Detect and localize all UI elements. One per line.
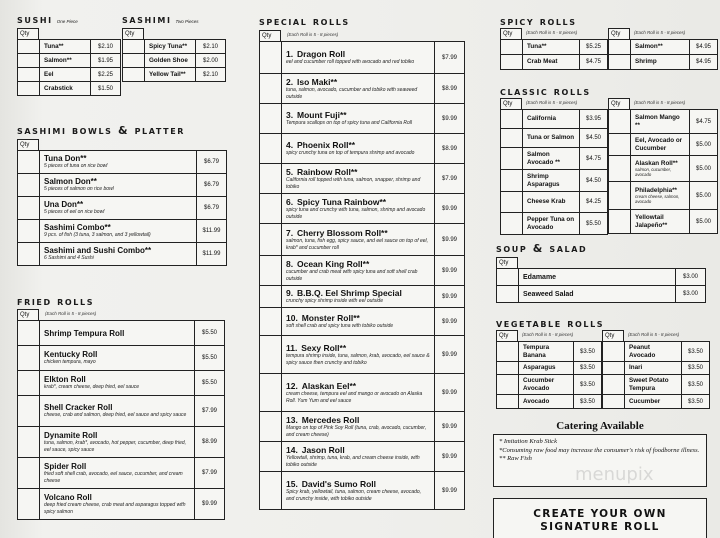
item-name: Philadelphia** cream cheese, salmon, avocado bbox=[631, 182, 690, 210]
item-price: $9.99 bbox=[435, 308, 465, 336]
item-price: $11.99 bbox=[197, 243, 227, 266]
item-name: California bbox=[523, 110, 580, 129]
qty-box[interactable] bbox=[18, 40, 40, 54]
item-price: $5.50 bbox=[580, 213, 608, 235]
classic-title: classic rolls bbox=[500, 85, 591, 98]
menu-row bbox=[18, 197, 227, 220]
item-name: Cucumber Avocado bbox=[519, 375, 574, 395]
menu-row bbox=[260, 286, 465, 308]
qty-box[interactable] bbox=[609, 156, 631, 182]
item-price: $9.99 bbox=[435, 374, 465, 412]
item-price: $5.00 bbox=[690, 210, 718, 234]
item-name: 4. Phoenix Roll** spicy crunchy tuna on top of tempura shrimp and avocado bbox=[282, 134, 435, 164]
item-name: Dynamite Roll tuna, salmon, krab*, avocado, hot pepper, cucumber, deep fried, eel sauce, spicy sauce bbox=[40, 427, 195, 458]
special-section bbox=[259, 16, 465, 510]
item-name: Yellowtail Jalapeño** bbox=[631, 210, 690, 234]
item-name: Una Don** 5 pieces of eel on rice bowl bbox=[40, 197, 197, 220]
item-name: 12. Alaskan Eel** cream cheese, tempura eel and mango or avocado on Alaska Roll. Yum Yum and eel sauce bbox=[282, 374, 435, 412]
qty-box[interactable] bbox=[497, 269, 519, 286]
qty-header: Qty bbox=[608, 98, 630, 110]
item-price: $9.99 bbox=[435, 472, 465, 510]
menu-row bbox=[501, 129, 608, 148]
item-price: $2.00 bbox=[196, 54, 226, 68]
item-price: $8.99 bbox=[195, 427, 225, 458]
classic-section bbox=[500, 86, 718, 235]
item-price: $4.75 bbox=[580, 148, 608, 170]
item-price: $3.50 bbox=[574, 395, 602, 409]
qty-header: Qty bbox=[496, 257, 518, 269]
menu-row bbox=[260, 134, 465, 164]
menu-table bbox=[608, 109, 718, 234]
qty-box[interactable] bbox=[501, 192, 523, 213]
item-name: Salmon** bbox=[40, 54, 91, 68]
item-name: Eel, Avocado or Cucumber bbox=[631, 134, 690, 156]
qty-box[interactable] bbox=[260, 74, 282, 104]
menu-row bbox=[609, 210, 718, 234]
menu-row bbox=[603, 395, 710, 409]
menu-row bbox=[501, 110, 608, 129]
item-price: $2.10 bbox=[196, 40, 226, 54]
item-price: $7.99 bbox=[435, 164, 465, 194]
menu-row bbox=[260, 256, 465, 286]
menu-row bbox=[609, 134, 718, 156]
item-price: $3.50 bbox=[682, 362, 710, 375]
menu-row bbox=[260, 164, 465, 194]
menu-row bbox=[260, 442, 465, 472]
item-name: Golden Shoe bbox=[145, 54, 196, 68]
qty-box[interactable] bbox=[260, 42, 282, 74]
qty-box[interactable] bbox=[603, 395, 625, 409]
menu-row bbox=[603, 362, 710, 375]
qty-header: Qty bbox=[496, 330, 518, 342]
qty-box[interactable] bbox=[609, 55, 631, 70]
footnote: ** Raw Fish bbox=[499, 455, 532, 462]
qty-box[interactable] bbox=[497, 375, 519, 395]
qty-box[interactable] bbox=[501, 213, 523, 235]
menu-row bbox=[123, 40, 226, 54]
item-price: $6.79 bbox=[197, 197, 227, 220]
item-price: $3.50 bbox=[682, 375, 710, 395]
sushi-title: sushi One Piece bbox=[17, 13, 78, 26]
item-price: $6.79 bbox=[197, 151, 227, 174]
item-name: Salmon Mango ** bbox=[631, 110, 690, 134]
qty-box[interactable] bbox=[497, 362, 519, 375]
qty-box[interactable] bbox=[123, 68, 145, 82]
qty-box[interactable] bbox=[260, 164, 282, 194]
item-price: $7.99 bbox=[195, 458, 225, 489]
item-name: Tuna or Salmon bbox=[523, 129, 580, 148]
qty-box[interactable] bbox=[501, 170, 523, 192]
item-name: Cheese Krab bbox=[523, 192, 580, 213]
qty-box[interactable] bbox=[260, 308, 282, 336]
item-name: 9. B.B.Q. Eel Shrimp Special crunchy spicy shrimp inside with eel outside bbox=[282, 286, 435, 308]
qty-box[interactable] bbox=[260, 256, 282, 286]
qty-box[interactable] bbox=[260, 442, 282, 472]
menu-table bbox=[500, 39, 608, 70]
item-name: 13. Mercedes Roll Mango on top of Pink Soy Roll (tuna, crab, avocado, cucumber, and cream cheese) bbox=[282, 412, 435, 442]
qty-box[interactable] bbox=[18, 489, 40, 520]
item-name: Inari bbox=[625, 362, 682, 375]
qty-box[interactable] bbox=[18, 174, 40, 197]
item-name: Tempura Banana bbox=[519, 342, 574, 362]
menu-row bbox=[497, 375, 602, 395]
menu-row bbox=[609, 110, 718, 134]
item-price: $9.99 bbox=[195, 489, 225, 520]
qty-box[interactable] bbox=[609, 40, 631, 55]
menu-row bbox=[18, 68, 121, 82]
item-name: Sashimi and Sushi Combo** 6 Sashimi and 4 Sushi bbox=[40, 243, 197, 266]
qty-box[interactable] bbox=[18, 321, 40, 346]
menu-row bbox=[123, 54, 226, 68]
item-price: $5.50 bbox=[195, 346, 225, 371]
item-price: $9.99 bbox=[435, 224, 465, 256]
item-name: Cucumber bbox=[625, 395, 682, 409]
qty-box[interactable] bbox=[18, 346, 40, 371]
item-name: 1. Dragon Roll eel and cucumber roll topped with avocado and red tobiko bbox=[282, 42, 435, 74]
item-price: $4.75 bbox=[690, 110, 718, 134]
qty-box[interactable] bbox=[609, 134, 631, 156]
qty-box[interactable] bbox=[123, 54, 145, 68]
qty-header: Qty bbox=[17, 309, 39, 321]
item-price: $3.95 bbox=[580, 110, 608, 129]
item-name: Shrimp Asparagus bbox=[523, 170, 580, 192]
item-name: Elkton Roll krab*, cream cheese, deep fried, eel sauce bbox=[40, 371, 195, 396]
item-price: $7.99 bbox=[435, 42, 465, 74]
qty-box[interactable] bbox=[497, 342, 519, 362]
bowls-section bbox=[17, 125, 227, 266]
fried-table bbox=[17, 320, 225, 520]
spicy-title: spicy rolls bbox=[500, 15, 577, 28]
item-name: 5. Rainbow Roll** California roll topped with tuna, salmon, snapper, shrimp and tobiko bbox=[282, 164, 435, 194]
item-name: Kentucky Roll chicken tempura, mayo bbox=[40, 346, 195, 371]
section-note: (Each Roll is 5 - 8 pieces) bbox=[634, 100, 686, 105]
item-name: 8. Ocean King Roll** cucumber and crab meat with spicy tuna and soft shell crab outside bbox=[282, 256, 435, 286]
qty-box[interactable] bbox=[123, 40, 145, 54]
menu-row bbox=[497, 395, 602, 409]
item-price: $5.25 bbox=[580, 40, 608, 55]
qty-box[interactable] bbox=[501, 55, 523, 70]
qty-box[interactable] bbox=[609, 210, 631, 234]
soup-title: soup & salad bbox=[496, 242, 588, 255]
create-your-own-roll-box bbox=[493, 498, 707, 538]
item-name: 14. Jason Roll Yellowtail, shrimp, tuna, krab, and cream cheese inside, with tobiko outside bbox=[282, 442, 435, 472]
sashimi-section bbox=[122, 14, 226, 82]
qty-box[interactable] bbox=[260, 374, 282, 412]
section-note: (Each Roll is 5 - 8 pieces) bbox=[634, 30, 686, 35]
item-name: 2. Iso Maki** tuna, salmon, avocado, cucumber and tobiko with seaweed outside bbox=[282, 74, 435, 104]
special-table bbox=[259, 41, 465, 510]
menu-row bbox=[260, 374, 465, 412]
item-name: Pepper Tuna on Avocado bbox=[523, 213, 580, 235]
item-price: $3.50 bbox=[574, 362, 602, 375]
qty-box[interactable] bbox=[18, 396, 40, 427]
item-price: $2.10 bbox=[91, 40, 121, 54]
item-name: Volcano Roll deep fried cream cheese, crab meat and asparagus topped with spicy salmon bbox=[40, 489, 195, 520]
qty-box[interactable] bbox=[497, 286, 519, 303]
qty-box[interactable] bbox=[501, 129, 523, 148]
qty-box[interactable] bbox=[18, 243, 40, 266]
item-price: $9.99 bbox=[435, 286, 465, 308]
menu-row bbox=[609, 156, 718, 182]
item-price: $5.00 bbox=[690, 182, 718, 210]
catering-title: Catering Available bbox=[556, 420, 644, 432]
item-price: $3.00 bbox=[676, 269, 706, 286]
qty-box[interactable] bbox=[603, 342, 625, 362]
item-name: 15. David's Sumo Roll Spicy krab, yellowtail, tuna, salmon, cream cheese, avocado, and crunchy inside, with tobiko outside bbox=[282, 472, 435, 510]
item-price: $9.99 bbox=[435, 412, 465, 442]
menu-row bbox=[260, 42, 465, 74]
menu-row bbox=[18, 489, 225, 520]
menu-row bbox=[260, 74, 465, 104]
item-price: $5.00 bbox=[690, 134, 718, 156]
qty-box[interactable] bbox=[18, 427, 40, 458]
section-note: (Each Roll is 5 - 8 pieces) bbox=[526, 100, 578, 105]
menu-row bbox=[260, 224, 465, 256]
item-name: Tuna Don** 5 pieces of tuna on rice bowl bbox=[40, 151, 197, 174]
item-name: Salmon Don** 5 pieces of salmon on rice bowl bbox=[40, 174, 197, 197]
item-name: Eel bbox=[40, 68, 91, 82]
menu-row bbox=[497, 269, 706, 286]
item-name: Crabstick bbox=[40, 82, 91, 96]
menu-row bbox=[260, 308, 465, 336]
qty-box[interactable] bbox=[18, 458, 40, 489]
item-price: $1.95 bbox=[91, 54, 121, 68]
item-price: $4.95 bbox=[690, 40, 718, 55]
qty-box[interactable] bbox=[501, 40, 523, 55]
menu-row bbox=[260, 194, 465, 224]
sashimi-table bbox=[122, 39, 226, 82]
qty-box[interactable] bbox=[18, 68, 40, 82]
item-name: Crab Meat bbox=[523, 55, 580, 70]
item-price: $9.99 bbox=[435, 104, 465, 134]
qty-box[interactable] bbox=[260, 134, 282, 164]
sashimi-title: sashimi Two Pieces bbox=[122, 13, 199, 26]
qty-box[interactable] bbox=[18, 197, 40, 220]
vegetable-title: vegetable rolls bbox=[496, 317, 605, 330]
create-line-1: CREATE YOUR OWN bbox=[533, 508, 667, 520]
soup-section bbox=[496, 243, 706, 303]
menu-row bbox=[260, 412, 465, 442]
qty-box[interactable] bbox=[18, 371, 40, 396]
item-price: $4.95 bbox=[690, 55, 718, 70]
create-line-2: SIGNATURE ROLL bbox=[540, 521, 660, 533]
item-name: 6. Spicy Tuna Rainbow** spicy tuna and crunchy with tuna, salmon, shrimp and avocado outside bbox=[282, 194, 435, 224]
fried-note: (Each Roll is 5 - 8 pieces) bbox=[45, 311, 97, 316]
menu-row bbox=[609, 182, 718, 210]
qty-box[interactable] bbox=[603, 362, 625, 375]
qty-box[interactable] bbox=[497, 395, 519, 409]
item-price: $5.50 bbox=[195, 321, 225, 346]
special-title: special rolls bbox=[259, 15, 350, 28]
item-price: $4.75 bbox=[580, 55, 608, 70]
item-name: Peanut Avocado bbox=[625, 342, 682, 362]
menu-row bbox=[18, 151, 227, 174]
item-price: $9.99 bbox=[435, 336, 465, 374]
item-price: $8.99 bbox=[435, 134, 465, 164]
qty-box[interactable] bbox=[18, 54, 40, 68]
menu-row bbox=[501, 55, 608, 70]
item-name: Alaskan Roll** salmon, cucumber, avocado bbox=[631, 156, 690, 182]
menu-row bbox=[260, 104, 465, 134]
qty-box[interactable] bbox=[260, 336, 282, 374]
menu-row bbox=[123, 68, 226, 82]
menu-row bbox=[603, 375, 710, 395]
qty-header: Qty bbox=[17, 28, 39, 40]
menu-row bbox=[18, 427, 225, 458]
menu-row bbox=[18, 40, 121, 54]
item-name: Edamame bbox=[519, 269, 676, 286]
menu-row bbox=[18, 321, 225, 346]
qty-box[interactable] bbox=[609, 182, 631, 210]
section-note: (Each Roll is 5 - 8 pieces) bbox=[628, 332, 680, 337]
item-price: $2.25 bbox=[91, 68, 121, 82]
item-name: Yellow Tail** bbox=[145, 68, 196, 82]
item-price: $5.50 bbox=[195, 371, 225, 396]
menu-row bbox=[18, 54, 121, 68]
menu-table bbox=[602, 341, 710, 409]
item-name: 11. Sexy Roll** tempura shrimp inside, tuna, salmon, krab, avocado, eel sauce & spicy sauce then crunchy and tobiko bbox=[282, 336, 435, 374]
item-name: Sashimi Combo** 9 pcs. of fish (3 tuna, 3 salmon, and 3 yellowtail) bbox=[40, 220, 197, 243]
item-price: $4.25 bbox=[580, 192, 608, 213]
qty-box[interactable] bbox=[260, 104, 282, 134]
footnote: * Imitation Krab Stick bbox=[499, 438, 557, 445]
qty-header: Qty bbox=[602, 330, 624, 342]
qty-header: Qty bbox=[608, 28, 630, 40]
menu-row bbox=[609, 40, 718, 55]
qty-box[interactable] bbox=[18, 82, 40, 96]
qty-header: Qty bbox=[500, 28, 522, 40]
item-name: 3. Mount Fuji** Tempura scallops on top of spicy tuna and California Roll bbox=[282, 104, 435, 134]
qty-header: Qty bbox=[500, 98, 522, 110]
qty-box[interactable] bbox=[501, 148, 523, 170]
menu-row bbox=[501, 170, 608, 192]
bowls-table bbox=[17, 150, 227, 266]
menu-row bbox=[18, 82, 121, 96]
item-name: Shell Cracker Roll cheese, crab and salmon, deep fried, eel sauce and spicy sauce bbox=[40, 396, 195, 427]
menu-table bbox=[608, 39, 718, 70]
item-name: Sweet Potato Tempura bbox=[625, 375, 682, 395]
item-name: Spicy Tuna** bbox=[145, 40, 196, 54]
qty-header: Qty bbox=[122, 28, 144, 40]
menu-row bbox=[18, 346, 225, 371]
item-name: 7. Cherry Blossom Roll** salmon, tuna, fish egg, spicy sauce, and eel sauce on top of eel, krab* and cucumber roll bbox=[282, 224, 435, 256]
item-name: Tuna** bbox=[523, 40, 580, 55]
sushi-table bbox=[17, 39, 121, 96]
item-price: $11.99 bbox=[197, 220, 227, 243]
menu-row bbox=[603, 342, 710, 362]
menu-row bbox=[501, 192, 608, 213]
menu-row bbox=[260, 472, 465, 510]
menu-row bbox=[497, 342, 602, 362]
menu-row bbox=[497, 362, 602, 375]
item-price: $9.99 bbox=[435, 194, 465, 224]
menu-row bbox=[18, 220, 227, 243]
item-price: $3.50 bbox=[574, 342, 602, 362]
fried-title: fried rolls bbox=[17, 295, 95, 308]
item-price: $7.99 bbox=[195, 396, 225, 427]
menu-row bbox=[18, 396, 225, 427]
qty-header: Qty bbox=[259, 30, 281, 42]
menu-table bbox=[500, 109, 608, 235]
section-note: (Each Roll is 5 - 8 pieces) bbox=[522, 332, 574, 337]
item-name: Shrimp bbox=[631, 55, 690, 70]
vegetable-section bbox=[496, 318, 710, 409]
footnote: *Consuming raw food may increase the consumer's risk of foodborne illness. bbox=[499, 446, 700, 454]
menu-row bbox=[18, 243, 227, 266]
qty-box[interactable] bbox=[260, 194, 282, 224]
item-name: Spider Roll fried soft shell crab, avocado, eel sauce, cucumber, and cream cheese bbox=[40, 458, 195, 489]
item-name: Asparagus bbox=[519, 362, 574, 375]
menu-row bbox=[18, 174, 227, 197]
qty-box[interactable] bbox=[260, 472, 282, 510]
qty-box[interactable] bbox=[260, 412, 282, 442]
item-price: $9.99 bbox=[435, 256, 465, 286]
menu-row bbox=[501, 40, 608, 55]
menu-row bbox=[501, 213, 608, 235]
item-name: Avocado bbox=[519, 395, 574, 409]
item-name: Salmon Avocado ** bbox=[523, 148, 580, 170]
watermark: menupix bbox=[575, 464, 654, 485]
bowls-title: sashimi bowls & platter bbox=[17, 124, 186, 137]
menu-row bbox=[18, 458, 225, 489]
item-name: Tuna** bbox=[40, 40, 91, 54]
qty-box[interactable] bbox=[501, 110, 523, 129]
item-price: $3.50 bbox=[682, 395, 710, 409]
item-price: $9.99 bbox=[435, 442, 465, 472]
item-price: $8.99 bbox=[435, 74, 465, 104]
item-price: $5.00 bbox=[690, 156, 718, 182]
menu-row bbox=[501, 148, 608, 170]
qty-box[interactable] bbox=[260, 286, 282, 308]
menu-row bbox=[18, 371, 225, 396]
item-name: Shrimp Tempura Roll bbox=[40, 321, 195, 346]
spicy-section bbox=[500, 16, 718, 70]
fried-section bbox=[17, 296, 225, 520]
item-price: $4.50 bbox=[580, 129, 608, 148]
menu-row bbox=[609, 55, 718, 70]
item-price: $6.79 bbox=[197, 174, 227, 197]
qty-box[interactable] bbox=[18, 220, 40, 243]
sushi-section bbox=[17, 14, 121, 96]
item-price: $2.10 bbox=[196, 68, 226, 82]
item-name: Seaweed Salad bbox=[519, 286, 676, 303]
section-note: (Each Roll is 5 - 8 pieces) bbox=[526, 30, 578, 35]
menu-row bbox=[497, 286, 706, 303]
qty-box[interactable] bbox=[609, 110, 631, 134]
item-price: $3.50 bbox=[682, 342, 710, 362]
item-price: $3.50 bbox=[574, 375, 602, 395]
qty-box[interactable] bbox=[18, 151, 40, 174]
item-name: 10. Monster Roll** soft shell crab and spicy tuna with tobiko outside bbox=[282, 308, 435, 336]
qty-header: Qty bbox=[17, 139, 39, 151]
item-price: $3.00 bbox=[676, 286, 706, 303]
qty-box[interactable] bbox=[260, 224, 282, 256]
qty-box[interactable] bbox=[603, 375, 625, 395]
item-price: $4.50 bbox=[580, 170, 608, 192]
special-note: (Each Roll is 5 - 8 pieces) bbox=[287, 32, 339, 37]
item-name: Salmon** bbox=[631, 40, 690, 55]
soup-table bbox=[496, 268, 706, 303]
menu-table bbox=[496, 341, 602, 409]
menu-row bbox=[260, 336, 465, 374]
item-price: $1.50 bbox=[91, 82, 121, 96]
